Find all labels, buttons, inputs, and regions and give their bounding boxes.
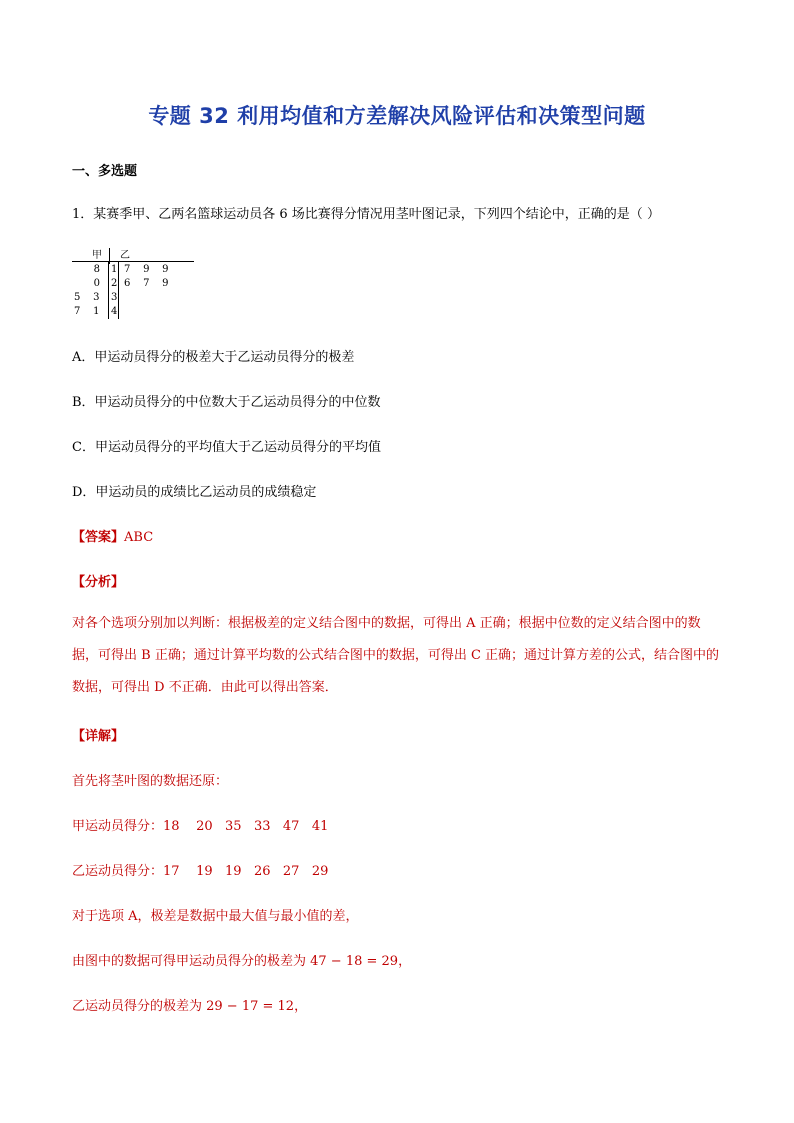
option-a: A．甲运动员得分的极差大于乙运动员得分的极差 <box>72 350 355 365</box>
stem-row-stem: 4 <box>111 306 118 317</box>
stem-divider-right <box>118 261 119 319</box>
stem-leaf-figure <box>72 244 200 322</box>
stem-row-stem: 2 <box>111 278 118 289</box>
answer-value: ABC <box>124 530 154 545</box>
detail-label: 【详解】 <box>72 729 125 744</box>
stem-row-left: 5 3 <box>74 292 100 303</box>
detail-line: 对于选项 A，极差是数据中最大值与最小值的差， <box>72 909 359 924</box>
answer-line <box>72 526 153 545</box>
option-b: B．甲运动员得分的中位数大于乙运动员得分的中位数 <box>72 395 381 410</box>
section-heading: 一、多选题 <box>72 164 138 179</box>
stem-row-left: 0 <box>93 278 100 289</box>
option-d: D．甲运动员的成绩比乙运动员的成绩稳定 <box>72 485 317 500</box>
stem-header-rule <box>72 261 194 262</box>
stem-divider-left <box>108 261 109 319</box>
analysis-text: 对各个选项分别加以判断：根据极差的定义结合图中的数据，可得出 A 正确；根据中位数的定义结合图中的数据，可得出 B 正确；通过计算平均数的公式结合图中的数据，可得出 C 正确；通过计算方差的公式，结合图中的数据，可得出 D 不正确．由此可以得出答案． <box>72 616 720 695</box>
stem-row-left: 7 1 <box>74 306 100 317</box>
detail-line: 由图中的数据可得甲运动员得分的极差为 47 − 18 = 29， <box>72 954 412 969</box>
detail-line: 乙运动员得分的极差为 29 − 17 = 12， <box>72 999 308 1014</box>
detail-line: 甲运动员得分：18 20 35 33 47 41 <box>72 819 329 834</box>
stem-header-right: 乙 <box>120 250 130 261</box>
stem-row-right: 7 9 9 <box>124 264 169 275</box>
stem-row-right: 6 7 9 <box>124 278 169 289</box>
detail-line: 乙运动员得分：17 19 19 26 27 29 <box>72 864 329 879</box>
stem-header-left: 甲 <box>92 250 102 261</box>
analysis-label: 【分析】 <box>72 575 125 590</box>
answer-label: 【答案】 <box>72 530 125 545</box>
option-c: C．甲运动员得分的平均值大于乙运动员得分的平均值 <box>72 440 381 455</box>
stem-row-stem: 3 <box>111 292 118 303</box>
stem-row-left: 8 <box>93 264 100 275</box>
page-title: 专题 32 利用均值和方差解决风险评估和决策型问题 <box>148 104 646 128</box>
stem-header-divider-left <box>109 248 110 264</box>
detail-line: 首先将茎叶图的数据还原： <box>72 774 229 789</box>
question-text: 1．某赛季甲、乙两名篮球运动员各 6 场比赛得分情况用茎叶图记录，下列四个结论中，正确的是（ ） <box>72 207 660 222</box>
stem-row-stem: 1 <box>111 264 118 275</box>
